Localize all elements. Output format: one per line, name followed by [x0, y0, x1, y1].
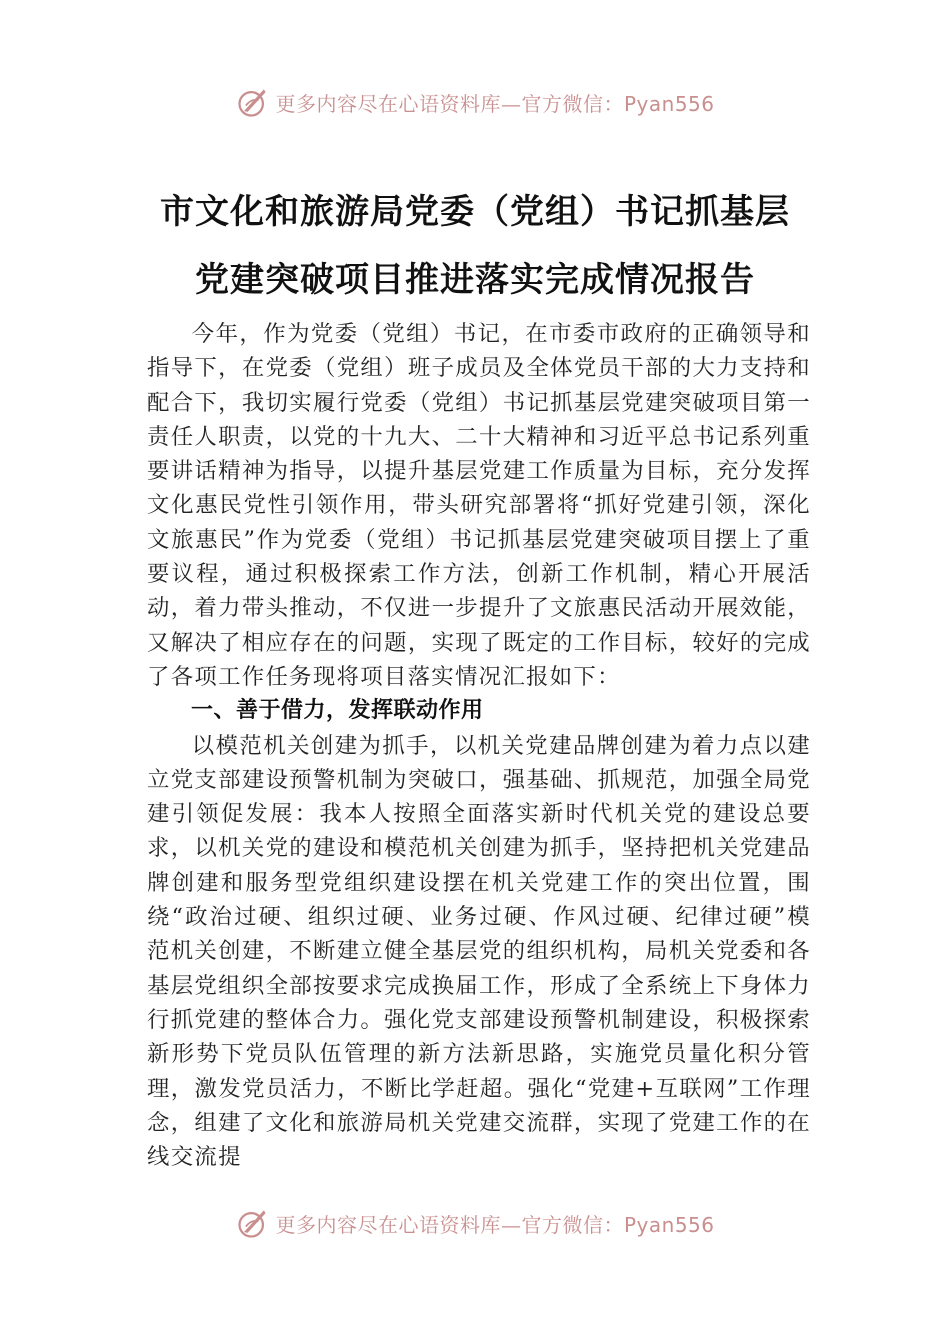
document-title-line-1: 市文化和旅游局党委（党组）书记抓基层	[160, 192, 790, 232]
watermark-footer	[0, 1206, 950, 1240]
watermark-text: 更多内容尽在心语资料库—官方微信：Pyan556	[275, 1212, 715, 1237]
document-title-line-2: 党建突破项目推进落实完成情况报告	[195, 260, 755, 300]
section-1-heading: 一、善于借力，发挥联动作用	[191, 698, 484, 724]
intro-paragraph: 今年，作为党委（党组）书记，在市委市政府的正确领导和指导下，在党委（党组）班子成员及全体党员干部的大力支持和配合下，我切实履行党委（党组）书记抓基层党建突破项目第一责任人职责，以党的十九大、二十大精神和习近平总书记系列重要讲话精神为指导，以提升基层党建工作质量为目标，充分发挥文化惠民党性引领作用，带头研究部署将“抓好党建引领，深化文旅惠民”作为党委（党组）书记抓基层党建突破项目摆上了重要议程，通过积极探索工作方法，创新工作机制，精心开展活动，着力带头推动，不仅进一步提升了文旅惠民活动开展效能，又解决了相应存在的问题，实现了既定的工作目标，较好的完成了各项工作任务现将项目落实情况汇报如下：	[147, 321, 811, 690]
quill-seal-icon	[235, 1206, 271, 1240]
document-body	[147, 317, 811, 1174]
watermark-text: 更多内容尽在心语资料库—官方微信：Pyan556	[275, 91, 715, 116]
section-1-paragraph: 以模范机关创建为抓手，以机关党建品牌创建为着力点以建立党支部建设预警机制为突破口，强基础、抓规范，加强全局党建引领促发展：我本人按照全面落实新时代机关党的建设总要求，以机关党的建设和模范机关创建为抓手，坚持把机关党建品牌创建和服务型党组织建设摆在机关党建工作的突出位置，围绕“政治过硬、组织过硬、业务过硬、作风过硬、纪律过硬”模范机关创建，不断建立健全基层党的组织机构，局机关党委和各基层党组织全部按要求完成换届工作，形成了全系统上下身体力行抓党建的整体合力。强化党支部建设预警机制建设，积极探索新形势下党员队伍管理的新方法新思路，实施党员量化积分管理，激发党员活力，不断比学赶超。强化“党建+互联网”工作理念，组建了文化和旅游局机关党建交流群，实现了党建工作的在线交流提	[147, 732, 811, 1171]
